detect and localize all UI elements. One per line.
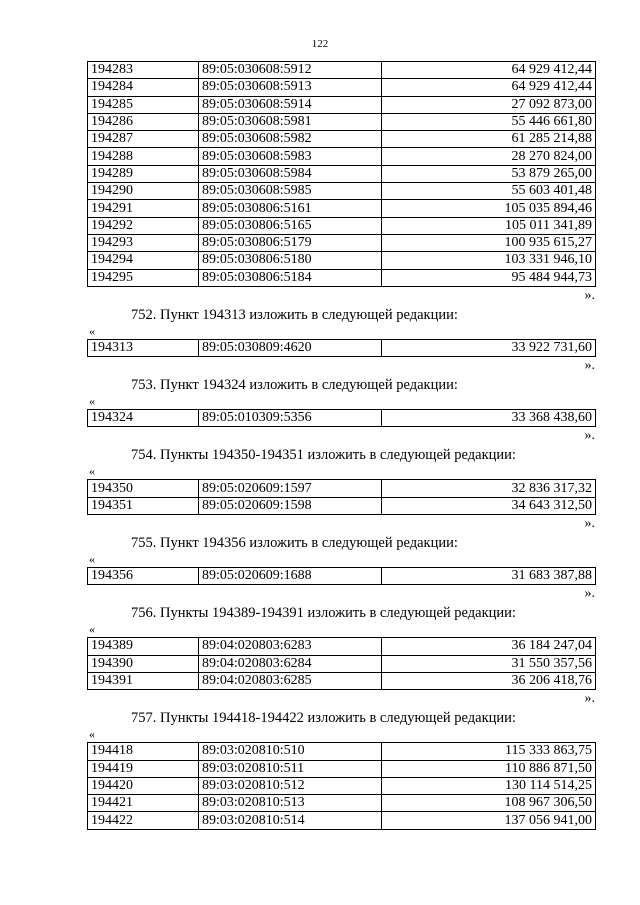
cadastral-number-cell: 89:03:020810:512 xyxy=(199,777,382,794)
close-quote: ». xyxy=(584,428,595,444)
parcel-number-cell: 194422 xyxy=(88,812,199,829)
cadastral-value-cell: 110 886 871,50 xyxy=(382,760,596,777)
open-quote: « xyxy=(89,622,95,637)
cadastral-table xyxy=(87,479,596,515)
table-row xyxy=(88,672,596,689)
parcel-number-cell: 194324 xyxy=(88,410,199,427)
open-quote: « xyxy=(89,323,95,338)
cadastral-value-cell: 64 929 412,44 xyxy=(382,79,596,96)
open-quote: « xyxy=(89,394,95,409)
cadastral-value-cell: 100 935 615,27 xyxy=(382,234,596,251)
cadastral-value-cell: 55 603 401,48 xyxy=(382,183,596,200)
cadastral-number-cell: 89:05:010309:5356 xyxy=(199,410,382,427)
table-body xyxy=(88,568,596,585)
amendment-instruction: 753. Пункт 194324 изложить в следующей редакции: xyxy=(131,377,458,394)
amendment-instruction: 756. Пункты 194389-194391 изложить в следующей редакции: xyxy=(131,605,516,622)
cadastral-number-cell: 89:03:020810:511 xyxy=(199,760,382,777)
parcel-number-cell: 194293 xyxy=(88,234,199,251)
close-quote: ». xyxy=(584,691,595,707)
cadastral-value-cell: 55 446 661,80 xyxy=(382,113,596,130)
parcel-number-cell: 194288 xyxy=(88,148,199,165)
table-row xyxy=(88,79,596,96)
table-row xyxy=(88,777,596,794)
cadastral-number-cell: 89:05:030806:5180 xyxy=(199,252,382,269)
parcel-number-cell: 194390 xyxy=(88,655,199,672)
table-row xyxy=(88,131,596,148)
amendment-instruction: 752. Пункт 194313 изложить в следующей редакции: xyxy=(131,306,458,323)
cadastral-number-cell: 89:05:030608:5914 xyxy=(199,96,382,113)
close-quote: ». xyxy=(584,358,595,374)
cadastral-number-cell: 89:05:030806:5165 xyxy=(199,217,382,234)
parcel-number-cell: 194391 xyxy=(88,672,199,689)
parcel-number-cell: 194285 xyxy=(88,96,199,113)
close-quote: ». xyxy=(584,586,595,602)
cadastral-value-cell: 105 035 894,46 xyxy=(382,200,596,217)
parcel-number-cell: 194419 xyxy=(88,760,199,777)
amendment-instruction: 754. Пункты 194350-194351 изложить в следующей редакции: xyxy=(131,447,516,464)
close-quote: ». xyxy=(584,287,595,303)
parcel-number-cell: 194313 xyxy=(88,339,199,356)
table-row xyxy=(88,410,596,427)
cadastral-value-cell: 103 331 946,10 xyxy=(382,252,596,269)
table-row xyxy=(88,200,596,217)
parcel-number-cell: 194418 xyxy=(88,743,199,760)
cadastral-number-cell: 89:05:030806:5179 xyxy=(199,234,382,251)
table-row xyxy=(88,339,596,356)
cadastral-value-cell: 31 550 357,56 xyxy=(382,655,596,672)
cadastral-value-cell: 64 929 412,44 xyxy=(382,62,596,79)
parcel-number-cell: 194389 xyxy=(88,638,199,655)
table-row xyxy=(88,62,596,79)
cadastral-number-cell: 89:05:030806:5161 xyxy=(199,200,382,217)
cadastral-table xyxy=(87,742,596,829)
cadastral-table xyxy=(87,637,596,690)
parcel-number-cell: 194289 xyxy=(88,165,199,182)
cadastral-value-cell: 36 184 247,04 xyxy=(382,638,596,655)
cadastral-table xyxy=(87,339,596,357)
cadastral-number-cell: 89:05:030608:5912 xyxy=(199,62,382,79)
table-row xyxy=(88,743,596,760)
cadastral-value-cell: 105 011 341,89 xyxy=(382,217,596,234)
parcel-number-cell: 194350 xyxy=(88,480,199,497)
parcel-number-cell: 194290 xyxy=(88,183,199,200)
cadastral-value-cell: 32 836 317,32 xyxy=(382,480,596,497)
cadastral-value-cell: 130 114 514,25 xyxy=(382,777,596,794)
cadastral-value-cell: 31 683 387,88 xyxy=(382,568,596,585)
table-row xyxy=(88,812,596,829)
table-row xyxy=(88,655,596,672)
table-row xyxy=(88,113,596,130)
cadastral-number-cell: 89:05:030608:5984 xyxy=(199,165,382,182)
parcel-number-cell: 194295 xyxy=(88,269,199,286)
table-row xyxy=(88,217,596,234)
cadastral-number-cell: 89:04:020803:6285 xyxy=(199,672,382,689)
parcel-number-cell: 194292 xyxy=(88,217,199,234)
cadastral-value-cell: 28 270 824,00 xyxy=(382,148,596,165)
cadastral-number-cell: 89:05:030806:5184 xyxy=(199,269,382,286)
cadastral-number-cell: 89:05:030608:5985 xyxy=(199,183,382,200)
open-quote: « xyxy=(89,552,95,567)
cadastral-number-cell: 89:05:030809:4620 xyxy=(199,339,382,356)
cadastral-value-cell: 36 206 418,76 xyxy=(382,672,596,689)
parcel-number-cell: 194287 xyxy=(88,131,199,148)
table-row xyxy=(88,234,596,251)
table-row xyxy=(88,795,596,812)
parcel-number-cell: 194284 xyxy=(88,79,199,96)
parcel-number-cell: 194421 xyxy=(88,795,199,812)
amendment-sections xyxy=(87,306,595,830)
open-quote: « xyxy=(89,727,95,742)
cadastral-value-cell: 108 967 306,50 xyxy=(382,795,596,812)
table-row xyxy=(88,96,596,113)
table-row xyxy=(88,568,596,585)
cadastral-number-cell: 89:05:020609:1597 xyxy=(199,480,382,497)
cadastral-value-cell: 53 879 265,00 xyxy=(382,165,596,182)
close-quote: ». xyxy=(584,516,595,532)
cadastral-table xyxy=(87,409,596,427)
cadastral-number-cell: 89:05:020609:1688 xyxy=(199,568,382,585)
amendment-instruction: 755. Пункт 194356 изложить в следующей редакции: xyxy=(131,535,458,552)
cadastral-value-cell: 95 484 944,73 xyxy=(382,269,596,286)
cadastral-number-cell: 89:04:020803:6284 xyxy=(199,655,382,672)
parcel-number-cell: 194294 xyxy=(88,252,199,269)
cadastral-number-cell: 89:03:020810:510 xyxy=(199,743,382,760)
table-body xyxy=(88,638,596,690)
cadastral-value-cell: 137 056 941,00 xyxy=(382,812,596,829)
table-row xyxy=(88,148,596,165)
amendment-instruction: 757. Пункты 194418-194422 изложить в следующей редакции: xyxy=(131,710,516,727)
cadastral-number-cell: 89:03:020810:513 xyxy=(199,795,382,812)
cadastral-number-cell: 89:04:020803:6283 xyxy=(199,638,382,655)
cadastral-value-cell: 115 333 863,75 xyxy=(382,743,596,760)
table-row xyxy=(88,638,596,655)
table-row xyxy=(88,480,596,497)
open-quote: « xyxy=(89,464,95,479)
table-body xyxy=(88,410,596,427)
parcel-number-cell: 194286 xyxy=(88,113,199,130)
parcel-number-cell: 194291 xyxy=(88,200,199,217)
cadastral-value-cell: 34 643 312,50 xyxy=(382,497,596,514)
cadastral-number-cell: 89:05:030608:5983 xyxy=(199,148,382,165)
cadastral-table xyxy=(87,567,596,585)
cadastral-number-cell: 89:05:020609:1598 xyxy=(199,497,382,514)
table-body xyxy=(88,339,596,356)
cadastral-value-cell: 61 285 214,88 xyxy=(382,131,596,148)
table-row xyxy=(88,760,596,777)
cadastral-value-cell: 33 368 438,60 xyxy=(382,410,596,427)
table-row xyxy=(88,183,596,200)
table-body xyxy=(88,62,596,287)
cadastral-number-cell: 89:05:030608:5982 xyxy=(199,131,382,148)
parcel-number-cell: 194351 xyxy=(88,497,199,514)
table-body xyxy=(88,743,596,829)
table-row xyxy=(88,269,596,286)
cadastral-number-cell: 89:05:030608:5981 xyxy=(199,113,382,130)
page-number: 122 xyxy=(311,38,329,50)
cadastral-number-cell: 89:05:030608:5913 xyxy=(199,79,382,96)
table-row xyxy=(88,165,596,182)
cadastral-table xyxy=(87,61,596,287)
parcel-number-cell: 194356 xyxy=(88,568,199,585)
table-row xyxy=(88,252,596,269)
cadastral-value-cell: 27 092 873,00 xyxy=(382,96,596,113)
table-row xyxy=(88,497,596,514)
parcel-number-cell: 194283 xyxy=(88,62,199,79)
parcel-number-cell: 194420 xyxy=(88,777,199,794)
cadastral-number-cell: 89:03:020810:514 xyxy=(199,812,382,829)
table-body xyxy=(88,480,596,515)
cadastral-value-cell: 33 922 731,60 xyxy=(382,339,596,356)
document-body xyxy=(87,61,595,830)
